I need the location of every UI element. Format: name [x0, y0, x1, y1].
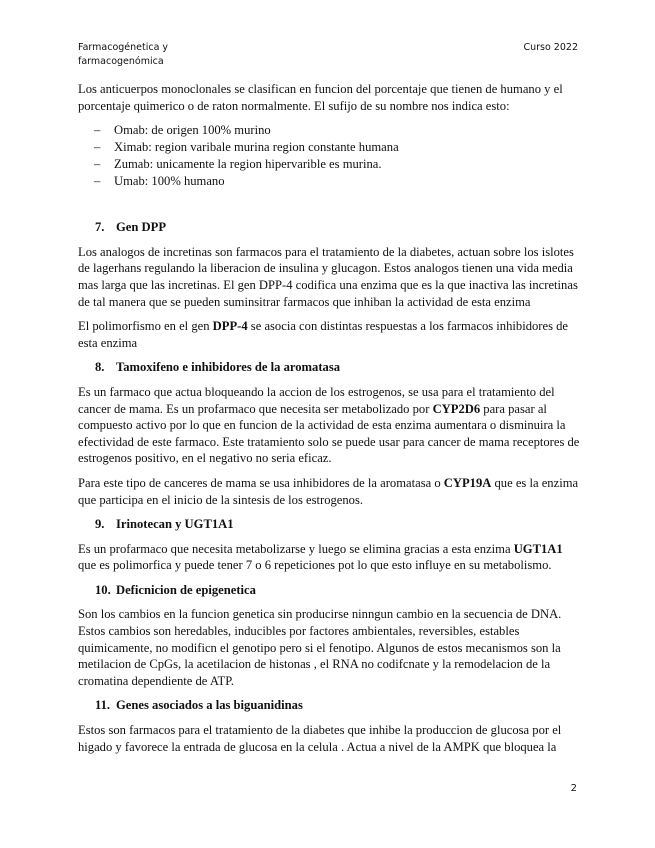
- page-body: [78, 81, 580, 763]
- list-item: – Zumab: unicamente la region hipervarible es murina.: [94, 157, 382, 172]
- intro-paragraph: Los anticuerpos monoclonales se clasifican en funcion del porcentaje que tienen de humano y el porcentaje quimerico o de raton normalmente. El sufijo de su nombre nos indica esto:: [78, 82, 563, 113]
- list-item: – Umab: 100% humano: [94, 174, 225, 189]
- section-heading-tamoxifeno: 8. Tamoxifeno e inhibidores de la aromatasa: [95, 360, 341, 375]
- page-number: 2: [570, 783, 577, 794]
- running-header-left: [78, 41, 168, 69]
- list-item: – Omab: de origen 100% murino: [94, 123, 271, 138]
- header-subject-line1: Farmacogénetica y: [78, 42, 169, 53]
- epigenetica-paragraph: Son los cambios en la funcion genetica sin producirse ninngun cambio en la secuencia de DNA. Estos cambios son heredables, inducibles por factores ambientales, reversibles, estables quimicamente, no modificn el genotipo pero si el fenotipo. Algunos de estos mecanismos son la metilacion de CpGs, la acetilacion de histonas , el RNA no codifcnate y la remodelacion de la cromatina dependiente de ATP.: [78, 607, 562, 688]
- gen-dpp-paragraph-1: Los analogos de incretinas son farmacos para el tratamiento de la diabetes, actuan sobre los islotes de lagerhans regulando la liberacion de insulina y glucagon. Estos analogos tienen una vida media mas larga que las incretinas. El gen DPP-4 codifica una enzima que es la que inactiva las incretinas de tal manera que se pueden suminsitrar farmacos que inhiban la actividad de esta enzima: [78, 244, 578, 309]
- dash-bullet: –: [94, 123, 101, 138]
- section-heading-epigenetica: 10. Deficnicion de epigenetica: [95, 582, 256, 597]
- section-heading-biguanidinas: 11. Genes asociados a las biguanidinas: [95, 698, 303, 713]
- section-heading-gen-dpp: 7. Gen DPP: [95, 220, 167, 235]
- suffix-list: [78, 122, 580, 190]
- section-heading-irinotecan: 9. Irinotecan y UGT1A1: [95, 517, 234, 532]
- biguanidinas-paragraph: Estos son farmacos para el tratamiento de la diabetes que inhibe la produccion de glucosa por el higado y favorece la entrada de glucosa en la celula . Actua a nivel de la AMPK que bloquea la: [78, 723, 562, 754]
- tamoxifeno-paragraph-1: Es un farmaco que actua bloqueando la accion de los estrogenos, se usa para el tratamiento del cancer de mama. Es un profarmaco que necesita ser metabolizado por CYP2D6 para pasar al compuesto activo por lo que en funcion de la actividad de esta enzima aumentara o disminuira la efectividad de este farmaco. Este tratamiento solo se puede usar para cancer de mama receptores de estrogenos positivo, en el negativo no seria eficaz.: [78, 384, 580, 466]
- list-item: – Ximab: region varibale murina region constante humana: [94, 140, 399, 155]
- dash-bullet: –: [94, 140, 101, 155]
- gen-dpp-paragraph-2: El polimorfismo en el gen DPP-4 se asocia con distintas respuestas a los farmacos inhibidores de esta enzima: [78, 319, 569, 350]
- running-header-right: Curso 2022: [523, 42, 578, 53]
- irinotecan-paragraph: Es un profarmaco que necesita metabolizarse y luego se elimina gracias a esta enzima UGT1A1 que es polimorfica y puede tener 7 o 6 repeticiones pot lo que esto influye en su metabolismo.: [78, 541, 563, 573]
- header-subject-line2: farmacogenómica: [78, 56, 164, 67]
- tamoxifeno-paragraph-2: Para este tipo de canceres de mama se usa inhibidores de la aromatasa o CYP19A que es la enzima que participa en el inicio de la sintesis de los estrogenos.: [78, 475, 579, 507]
- dash-bullet: –: [94, 174, 101, 189]
- dash-bullet: –: [94, 157, 101, 172]
